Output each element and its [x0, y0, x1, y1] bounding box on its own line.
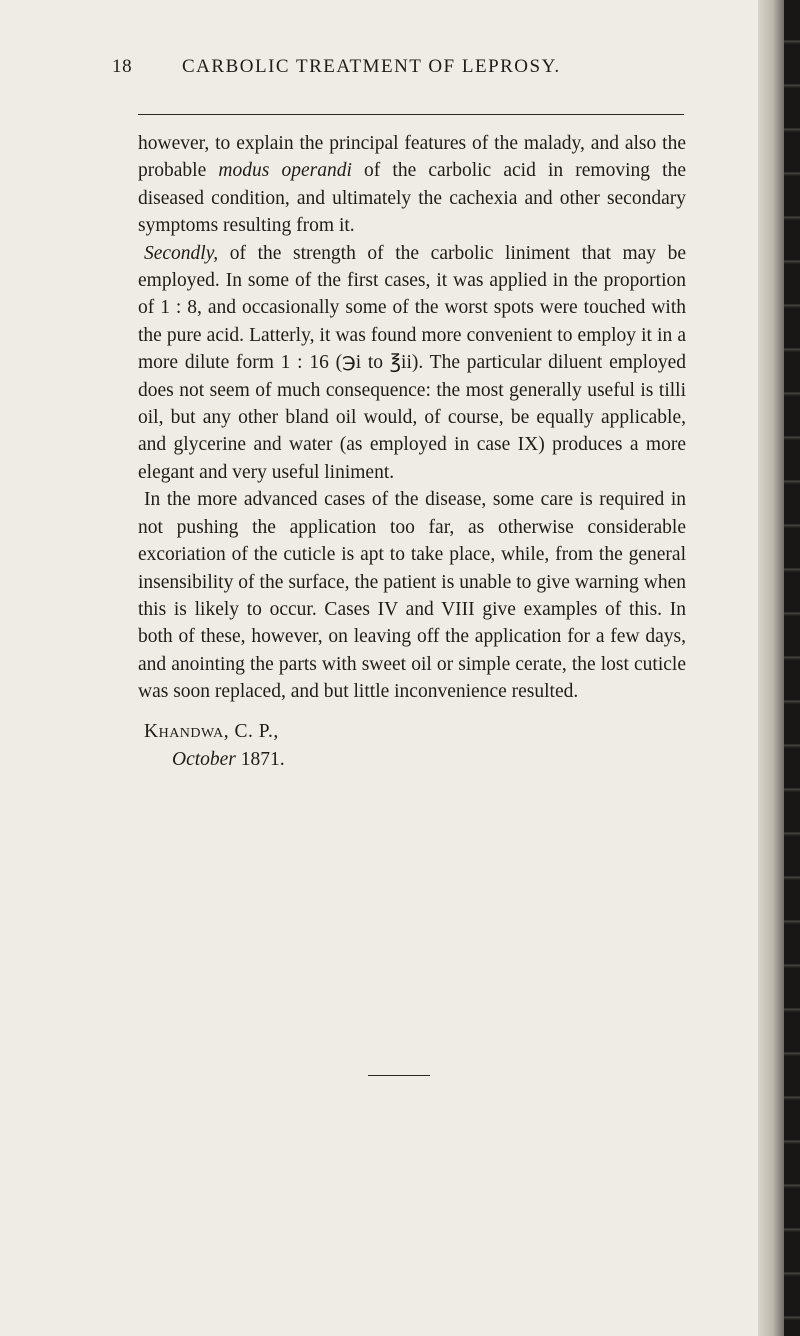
running-title: CARBOLIC TREATMENT OF LEPROSY.	[182, 56, 561, 77]
signature-year: 1871.	[240, 748, 285, 770]
body-text	[138, 130, 686, 774]
signature-date	[144, 746, 686, 774]
paragraph-1-start: however, to explain the principal features of the malady, and also the probable	[138, 133, 686, 182]
running-head	[112, 56, 702, 90]
paragraph-2	[138, 240, 686, 487]
book-binding-edge	[758, 0, 800, 1336]
paragraph-3-text: In the more advanced cases of the disease, some care is required in not pushing the application too far, as otherwise considerable excoriation of the cuticle is apt to take place, while, from the general insensibility of the surface, the patient is unable to give warning when this is likely to occur. Cases IV and VIII give examples of this. In both of these, however, on leaving off the application for a few days, and anointing the parts with sweet oil or simple cerate, the lost cuticle was soon replaced, and but little inconvenience resulted.	[138, 489, 686, 703]
paragraph-1-rest: of the carbolic acid in removing the diseased condition, and ultimately the cachexia and other secondary symptoms resulting from it.	[138, 160, 686, 237]
paragraph-3	[138, 486, 686, 705]
signature-block	[138, 718, 686, 774]
page-number: 18	[112, 56, 133, 77]
paragraph-2-rest: of the strength of the carbolic liniment that may be employed. In some of the first cases, it was applied in the proportion of 1 : 8, and occasionally some of the worst spots were touched with the pure acid. Latterly, it was found more convenient to employ it in a more dilute form 1 : 16 (℈i to ℥ii). The particular diluent employed does not seem of much consequence: the most generally useful is tilli oil, but any other bland oil would, of course, be equally applicable, and glycerine and water (as employed in case IX) produces a more elegant and very useful liniment.	[138, 242, 687, 483]
paragraph-1-italic: modus operandi	[218, 160, 352, 182]
paragraph-2-italic: Secondly,	[144, 242, 219, 264]
signature-month: October	[172, 748, 236, 770]
closing-rule	[368, 1075, 430, 1076]
signature-place: Khandwa, C. P.,	[144, 720, 279, 742]
header-rule	[138, 114, 684, 115]
paragraph-1	[138, 130, 686, 240]
